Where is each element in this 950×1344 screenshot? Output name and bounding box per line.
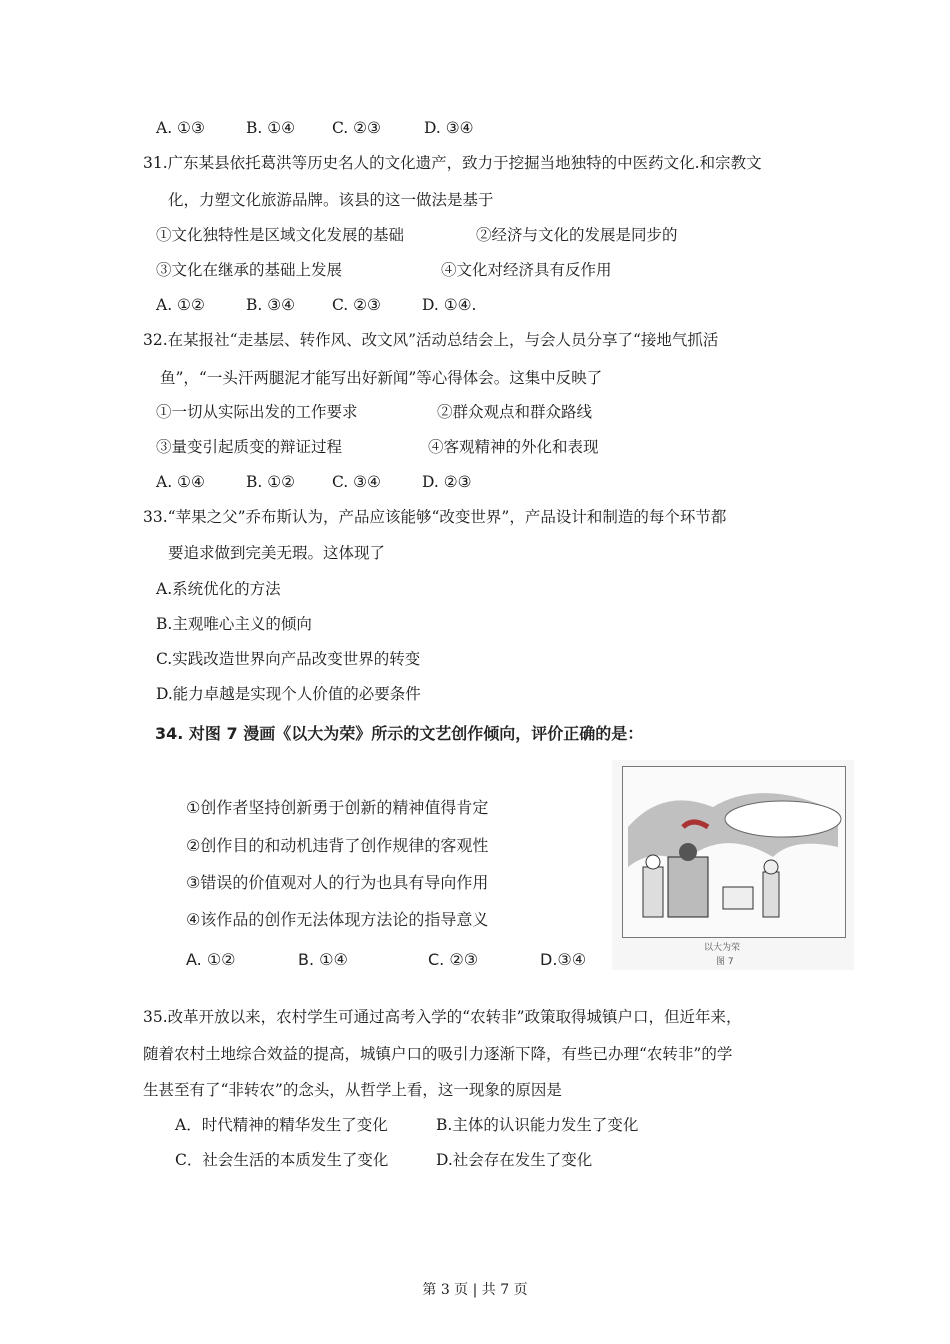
- option: A. ①②: [156, 296, 205, 314]
- q34-item: ②创作目的和动机违背了创作规律的客观性: [186, 836, 489, 855]
- cartoon-image: [622, 766, 846, 938]
- option: D.③④: [540, 950, 587, 969]
- option: C. ②③: [332, 119, 381, 137]
- option: B. ③④: [246, 296, 296, 314]
- q32-item: ②群众观点和群众路线: [437, 403, 593, 421]
- option: D. ③④: [424, 119, 474, 137]
- q32-item: ④客观精神的外化和表现: [428, 438, 599, 456]
- q32-item: ③量变引起质变的辩证过程: [156, 438, 343, 456]
- q31-item: ①文化独特性是区域文化发展的基础: [156, 226, 405, 244]
- q33-option: B.主观唯心主义的倾向: [156, 615, 312, 633]
- q31-item: ②经济与文化的发展是同步的: [476, 226, 678, 244]
- q34-item: ①创作者坚持创新勇于创新的精神值得肯定: [186, 798, 489, 817]
- q33-option: D.能力卓越是实现个人价值的必要条件: [156, 685, 421, 703]
- q35-stem: 生甚至有了“非转农”的念头，从哲学上看，这一现象的原因是: [143, 1081, 562, 1099]
- option: B. ①④: [298, 950, 348, 969]
- figure-title: 以大为荣: [704, 943, 741, 953]
- q31-stem: 31.广东某县依托葛洪等历史名人的文化遗产，致力于挖掘当地独特的中医药文化.和宗教文: [143, 154, 762, 172]
- q33-option: A.系统优化的方法: [156, 580, 281, 598]
- cartoon-figure: [612, 760, 854, 970]
- q32-stem: 鱼”，“一头汗两腿泥才能写出好新闻”等心得体会。这集中反映了: [160, 369, 603, 387]
- q34-item: ③错误的价值观对人的行为也具有导向作用: [186, 873, 489, 892]
- option: A. ①②: [186, 950, 236, 969]
- q35-stem: 随着农村土地综合效益的提高，城镇户口的吸引力逐渐下降，有些已办理“农转非”的学: [143, 1045, 733, 1063]
- option: C. ②③: [428, 950, 479, 969]
- q31-item: ④文化对经济具有反作用: [441, 261, 612, 279]
- q33-option: C.实践改造世界向产品改变世界的转变: [156, 650, 421, 668]
- q34-stem: 34. 对图 7 漫画《以大为荣》所示的文艺创作倾向，评价正确的是：: [155, 724, 644, 743]
- q34-options: [186, 950, 586, 970]
- q34-item: ④该作品的创作无法体现方法论的指导意义: [186, 910, 489, 929]
- q32-options: [156, 472, 472, 492]
- page-footer: 第 3 页 | 共 7 页: [422, 1282, 528, 1298]
- q35-option: D.社会存在发生了变化: [436, 1151, 593, 1169]
- q33-stem: 要追求做到完美无瑕。这体现了: [168, 544, 386, 562]
- q32-stem: 32.在某报社“走基层、转作风、改文风”活动总结会上，与会人员分享了“接地气抓活: [143, 331, 719, 349]
- q35-stem: 35.改革开放以来，农村学生可通过高考入学的“农转非”政策取得城镇户口，但近年来，: [143, 1008, 742, 1026]
- option: B. ①④: [246, 119, 296, 137]
- option: C. ③④: [332, 473, 381, 491]
- option: D. ②③: [422, 473, 472, 491]
- q35-option: B.主体的认识能力发生了变化: [436, 1116, 639, 1134]
- q31-item: ③文化在继承的基础上发展: [156, 261, 343, 279]
- option: C. ②③: [332, 296, 381, 314]
- q30-options: [156, 118, 474, 138]
- q32-item: ①一切从实际出发的工作要求: [156, 403, 358, 421]
- option: D. ①④.: [422, 296, 477, 314]
- q35-option: A．时代精神的精华发生了变化: [175, 1116, 388, 1134]
- q35-option: C．社会生活的本质发生了变化: [175, 1151, 389, 1169]
- q33-stem: 33.“苹果之父”乔布斯认为，产品应该能够“改变世界”，产品设计和制造的每个环节都: [143, 508, 727, 526]
- figure-label: 图 7: [716, 957, 734, 967]
- option: B. ①②: [246, 473, 296, 491]
- q31-stem: 化，力塑文化旅游品牌。该县的这一做法是基于: [168, 191, 494, 209]
- option: A. ①④: [156, 473, 205, 491]
- option: A. ①③: [156, 119, 205, 137]
- q31-options: [156, 295, 476, 315]
